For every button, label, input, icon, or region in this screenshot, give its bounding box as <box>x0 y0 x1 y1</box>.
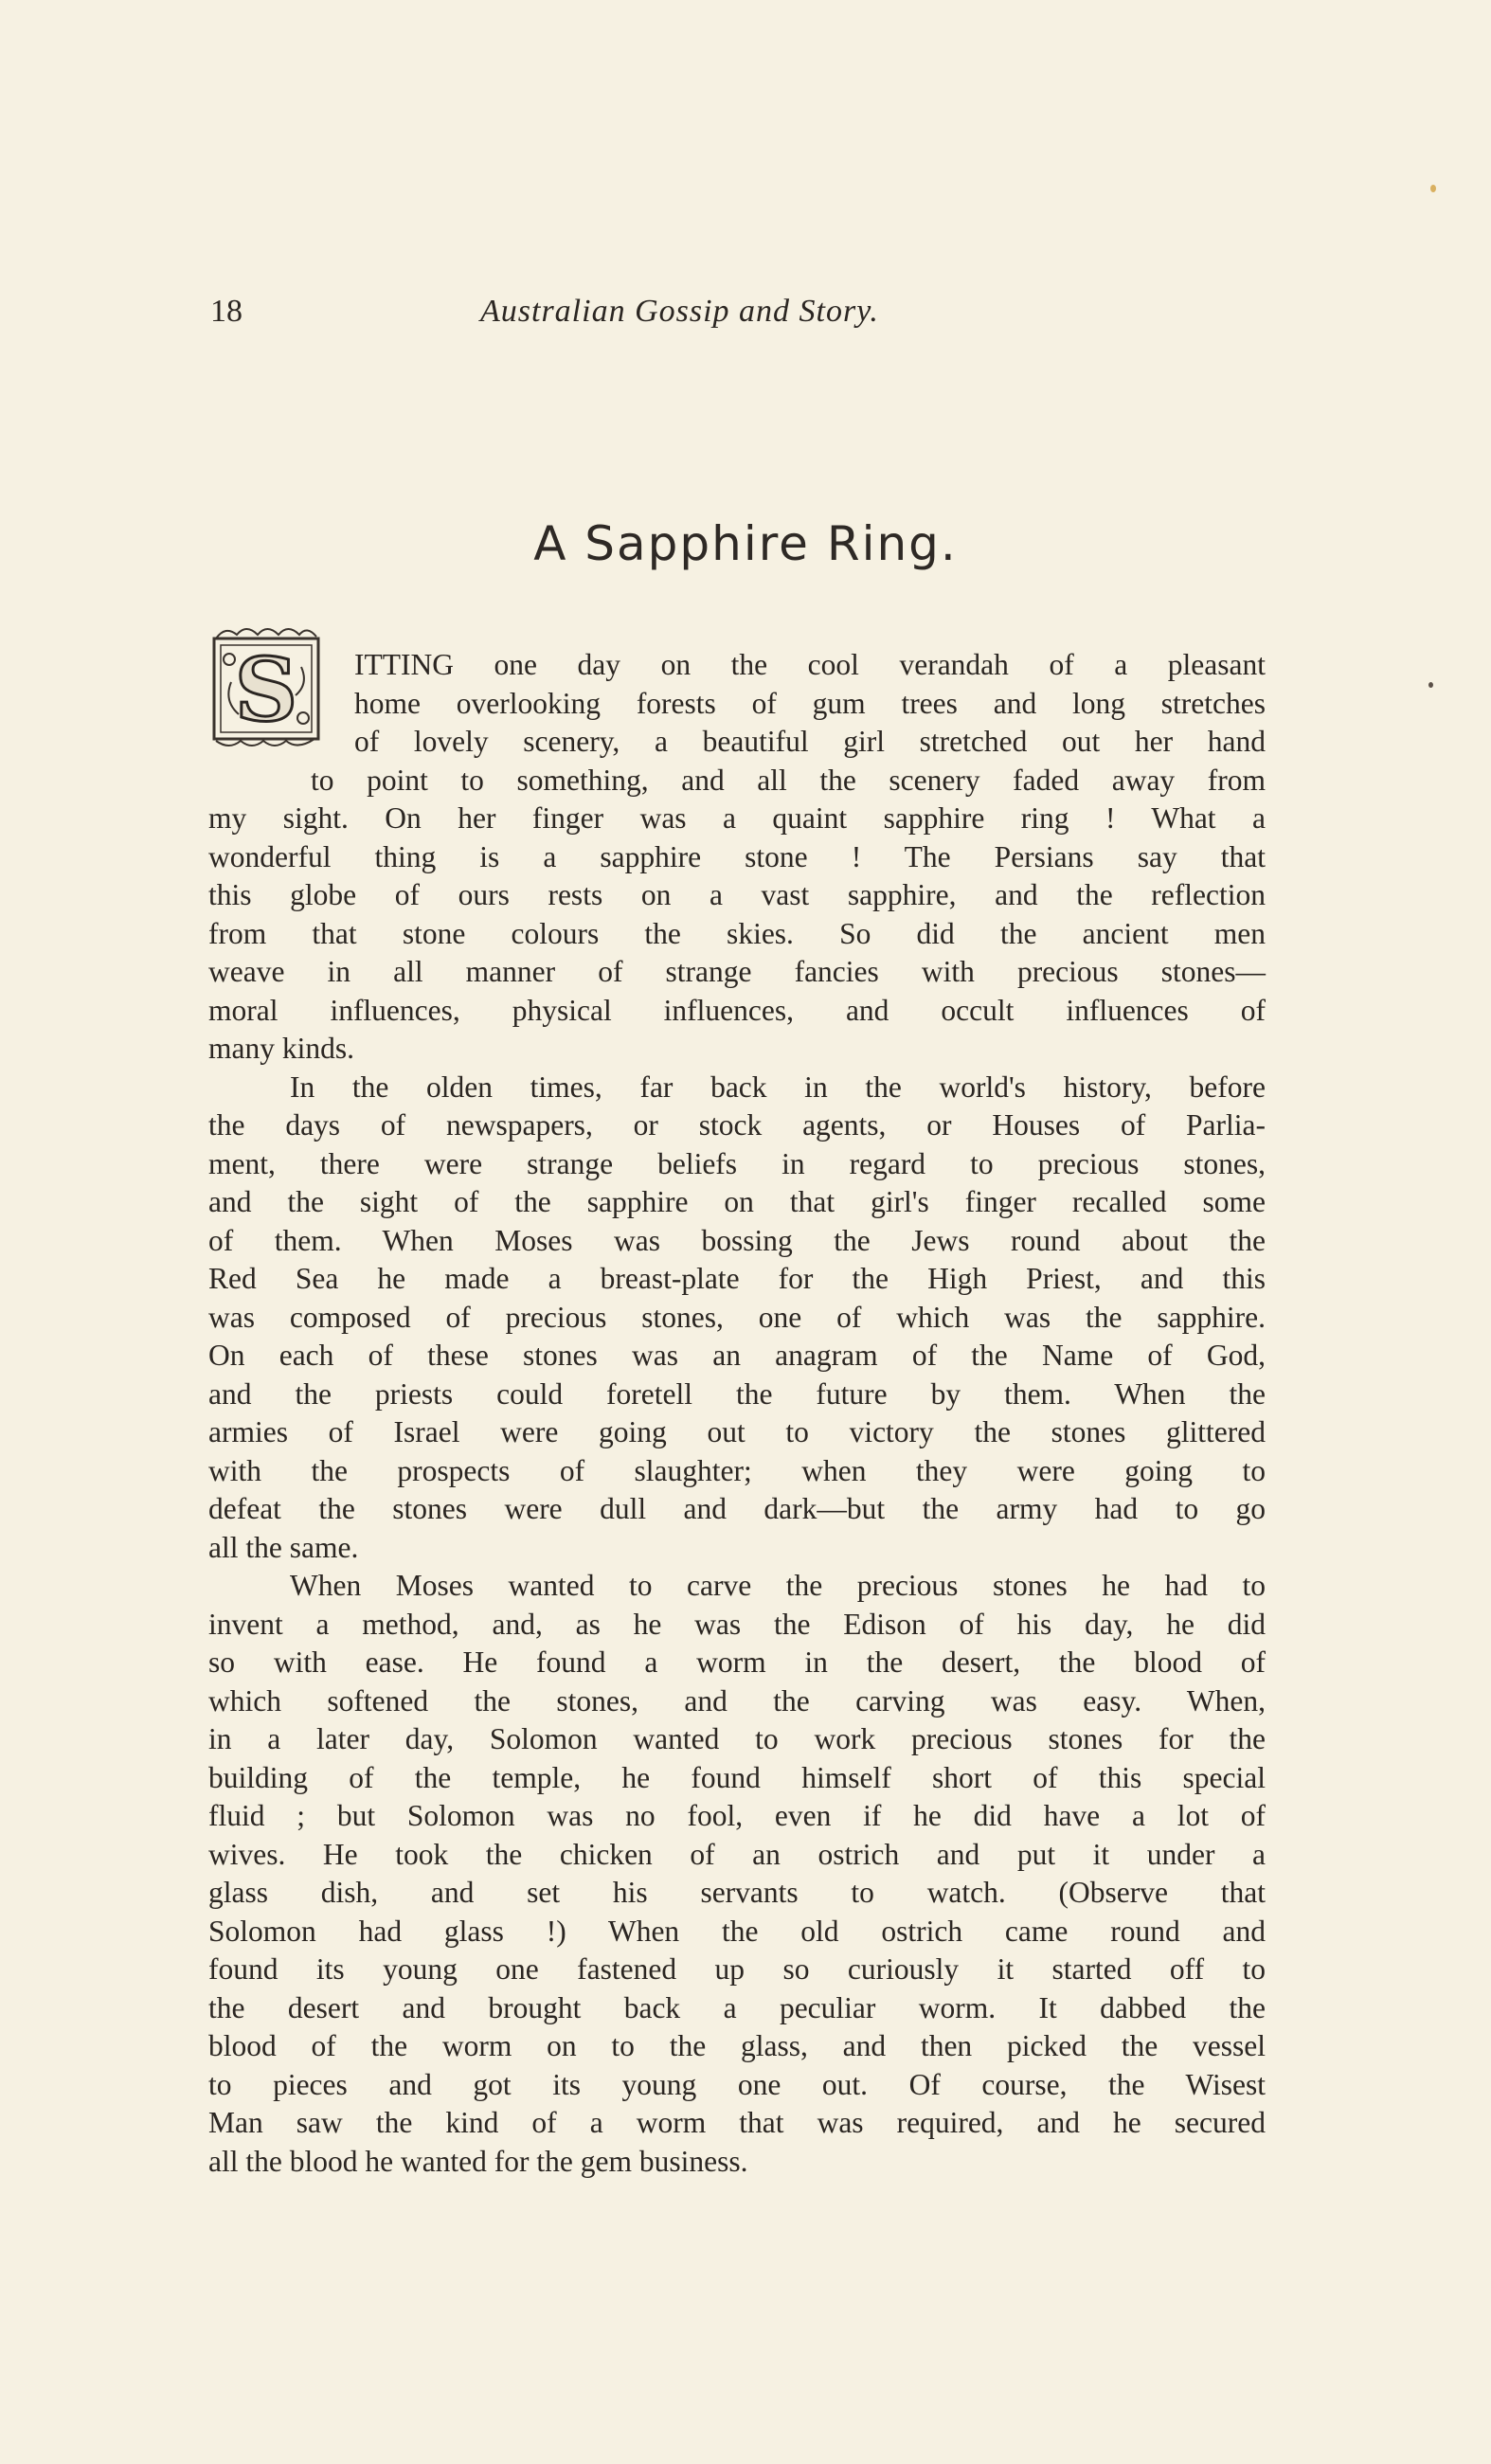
text-line: and the sight of the sapphire on that girl's finger recalled some <box>208 1185 1266 1218</box>
text-line: Man saw the kind of a worm that was required, and he secured <box>208 2106 1266 2139</box>
svg-text:S: S <box>234 638 298 741</box>
page-number: 18 <box>210 294 243 329</box>
text-line: of lovely scenery, a beautiful girl stretched out her hand <box>354 725 1266 758</box>
text-line: the days of newspapers, or stock agents, or Houses of Parlia- <box>208 1108 1266 1142</box>
text-line: home overlooking forests of gum trees and long stretches <box>354 686 1266 720</box>
text-line: defeat the stones were dull and dark—but the army had to go <box>208 1492 1266 1525</box>
paper-speck <box>1430 185 1436 192</box>
text-line: ment, there were strange beliefs in regard to precious stones, <box>208 1146 1266 1180</box>
text-line: my sight. On her finger was a quaint sapphire ring ! What a <box>208 801 1266 835</box>
paragraph <box>208 1069 1266 1568</box>
text-line: to point to something, and all the scenery faded away from <box>311 763 1266 797</box>
paragraph <box>208 646 1266 1069</box>
text-line: which softened the stones, and the carving was easy. When, <box>208 1683 1266 1718</box>
text-line: so with ease. He found a worm in the desert, the blood of <box>208 1646 1266 1679</box>
running-title: Australian Gossip and Story. <box>480 294 879 329</box>
text-line: all the same. <box>208 1530 359 1564</box>
text-line: Solomon had glass !) When the old ostrich came round and <box>208 1914 1266 1948</box>
text-line: weave in all manner of strange fancies with precious stones— <box>208 955 1266 988</box>
text-line: In the olden times, far back in the world's history, before <box>290 1070 1266 1104</box>
text-line: building of the temple, he found himself short of this special <box>208 1760 1266 1794</box>
paragraph <box>208 1567 1266 2181</box>
text-line: to pieces and got its young one out. Of course, the Wisest <box>208 2067 1266 2101</box>
text-line: On each of these stones was an anagram of the Name of God, <box>208 1339 1266 1372</box>
text-line: all the blood he wanted for the gem business. <box>208 2144 748 2178</box>
text-line: was composed of precious stones, one of which was the sapphire. <box>208 1300 1266 1334</box>
running-head <box>210 294 1006 341</box>
text-line: moral influences, physical influences, and occult influences of <box>208 993 1266 1027</box>
text-line: Red Sea he made a breast-plate for the High Priest, and this <box>208 1262 1266 1295</box>
paper-speck <box>1428 682 1433 688</box>
text-line: found its young one fastened up so curiously it started off to <box>208 1952 1266 1986</box>
text-line: and the priests could foretell the future by them. When the <box>208 1376 1266 1411</box>
text-line: wonderful thing is a sapphire stone ! The Persians say that <box>208 839 1266 873</box>
text-line: from that stone colours the skies. So did the ancient men <box>208 916 1266 950</box>
chapter-title: A Sapphire Ring. <box>533 516 958 571</box>
text-line: invent a method, and, as he was the Edison of his day, he did <box>208 1607 1266 1641</box>
text-line: in a later day, Solomon wanted to work precious stones for the <box>208 1722 1266 1755</box>
text-line: ITTING one day on the cool verandah of a pleasant <box>354 648 1266 681</box>
text-line: this globe of ours rests on a vast sapphire, and the reflection <box>208 878 1266 911</box>
text-line: of them. When Moses was bossing the Jews round about the <box>208 1223 1266 1257</box>
text-line: When Moses wanted to carve the precious stones he had to <box>290 1569 1266 1602</box>
text-line: glass dish, and set his servants to watch. (Observe that <box>208 1876 1266 1909</box>
text-line: the desert and brought back a peculiar worm. It dabbed the <box>208 1990 1266 2024</box>
text-line: many kinds. <box>208 1032 354 1065</box>
text-line: with the prospects of slaughter; when they were going to <box>208 1453 1266 1487</box>
text-line: blood of the worm on to the glass, and then picked the vessel <box>208 2029 1266 2062</box>
text-line: wives. He took the chicken of an ostrich and put it under a <box>208 1837 1266 1871</box>
article-body <box>208 646 1266 2181</box>
text-line: armies of Israel were going out to victory the stones glittered <box>208 1415 1266 1448</box>
text-line: fluid ; but Solomon was no fool, even if he did have a lot of <box>208 1799 1266 1832</box>
